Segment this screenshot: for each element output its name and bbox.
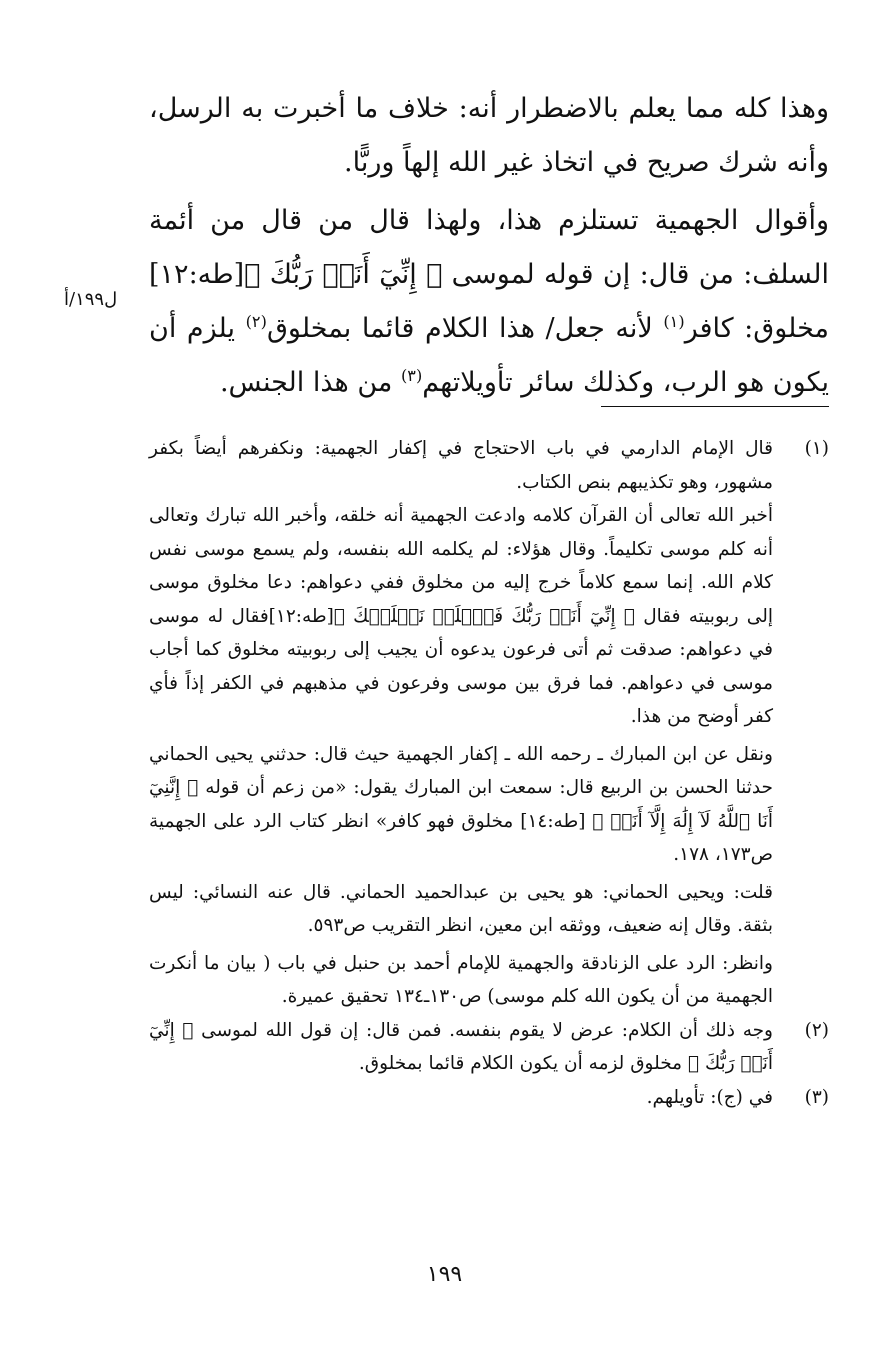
footnote-paragraph: ونقل عن ابن المبارك ـ رحمه الله ـ إكفار الجهمية حيث قال: حدثني يحيى الحماني حدثنا الحسن بن الربيع قال: سمعت ابن المبارك يقول: «من زعم أن قوله ﴿ إِنَّنِيٓ أَنَا ٱللَّهُ لَآ إِلَٰهَ إِلَّآ أَنَا۠ ﴾ [طه:١٤] مخلوق فهو كافر» انظر كتاب الرد على الجهمية ص١٧٣، ١٧٨. [149,743,773,865]
footnote-paragraph: في (ج): تأويلهم. [646,1086,773,1108]
footnote-paragraph: وانظر: الرد على الزنادقة والجهمية للإمام أحمد بن حنبل في باب ( بيان ما أنكرت الجهمية من أن يكون الله كلم موسى) ص١٣٠ـ١٣٤ تحقيق عميرة. [149,952,773,1007]
manuscript-folio-marker: ل١٩٩/أ [64,289,118,310]
footnote-number: (٣) [804,1086,829,1108]
footnote-body [149,1014,773,1081]
footnote-1 [149,432,829,1014]
footnote-body [149,432,773,1014]
footnote-number: (٢) [804,1019,829,1041]
footnote-ref-3: (٣) [400,366,423,385]
footnote-body [149,1081,773,1115]
footnote-ref-2: (٢) [245,312,267,331]
main-text-segment: يلزم أن يكون هو الرب، وكذلك سائر تأويلاتهم [149,313,829,398]
main-text-segment: وأقوال الجهمية تستلزم هذا، ولهذا قال من قال من أئمة السلف: من قال: إن قوله لموسى ﴿ إِنِّيٓ أَنَا۠ رَبُّكَ ﴾[طه:١٢] مخلوق: كافر [149,205,829,344]
page-number: ١٩٩ [426,1262,463,1287]
main-text [149,82,829,410]
footnote-ref-1: (١) [663,312,685,331]
main-text-segment: لأنه جعل/ هذا الكلام قائما بمخلوق [266,313,664,344]
footnote-separator [601,406,829,407]
footnote-paragraph: قال الإمام الدارمي في باب الاحتجاج في إكفار الجهمية: ونكفرهم أيضاً بكفر مشهور، وهو تكذيبهم بنص الكتاب. [149,438,773,493]
main-paragraph-1: وهذا كله مما يعلم بالاضطرار أنه: خلاف ما أخبرت به الرسل، وأنه شرك صريح في اتخاذ غير الله إلهاً وربًّا. [149,93,829,178]
footnote-paragraph: أخبر الله تعالى أن القرآن كلامه وادعت الجهمية أنه خلقه، وأخبر الله تبارك وتعالى أنه كلم موسى تكليماً. وقال هؤلاء: لم يكلمه الله بنفسه، ولم يسمع موسى نفس كلام الله. إنما سمع كلاماً خرج إليه من مخلوق ففي دعواهم: دعا مخلوق موسى إلى ربوبيته فقال ﴿ إِنِّيٓ أَنَا۠ رَبُّكَ فَٱخۡلَعۡ نَعۡلَيۡكَ ﴾[طه:١٢]فقال له موسى في دعواهم: صدقت ثم أتى فرعون يدعوه أن يجيب إلى ربوبيته مخلوق كما أجاب موسى في دعواهم. فما فرق بين موسى وفرعون في مذهبهم في الكفر إذاً فأي كفر أوضح من هذا. [149,505,774,727]
footnote-3 [149,1081,829,1115]
footnote-number: (١) [804,438,829,459]
main-paragraph-2 [149,194,829,410]
footnotes [149,432,829,1114]
footnote-paragraph: وجه ذلك أن الكلام: عرض لا يقوم بنفسه. فمن قال: إن قول الله لموسى ﴿ إِنِّيٓ أَنَا۠ رَبُّكَ ﴾ مخلوق لزمه أن يكون الكلام قائما بمخلوق. [149,1019,773,1074]
footnote-paragraph: قلت: ويحيى الحماني: هو يحيى بن عبدالحميد الحماني. قال عنه النسائي: ليس بثقة. وقال إنه ضعيف، ووثقه ابن معين، انظر التقريب ص٥٩٣. [149,881,773,936]
footnote-2 [149,1014,829,1081]
main-text-segment: من هذا الجنس. [219,367,401,398]
